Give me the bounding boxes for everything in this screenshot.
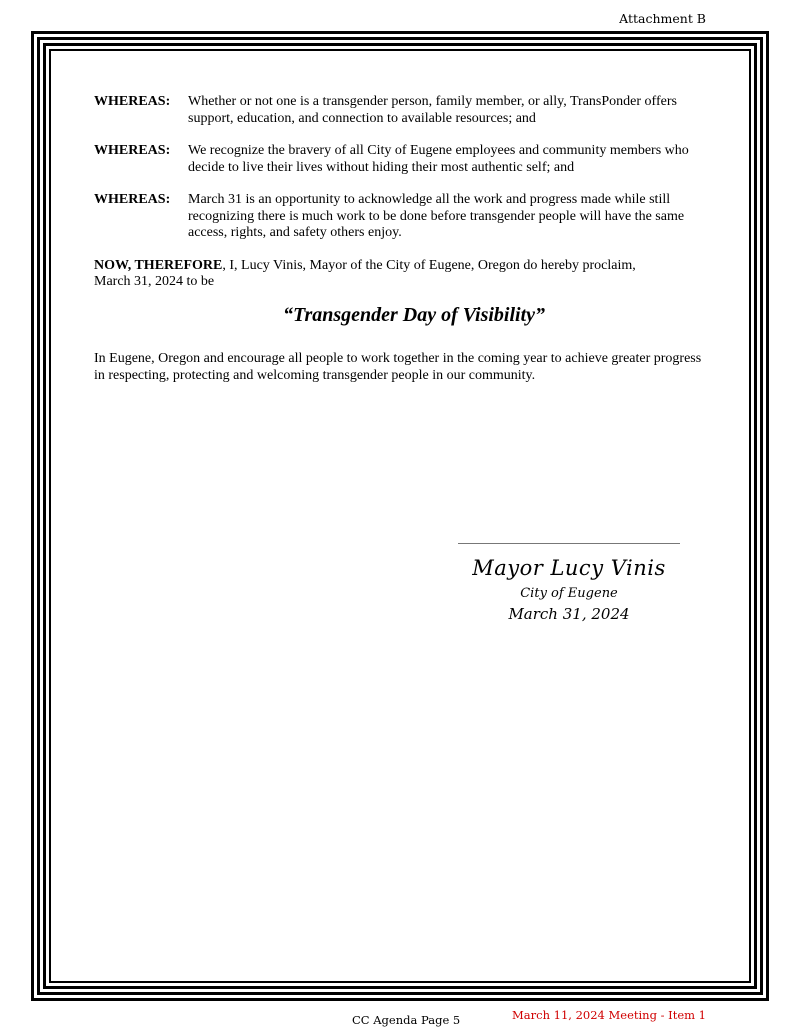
signature-date: March 31, 2024: [508, 605, 630, 623]
now-therefore-lead: NOW, THEREFORE: [94, 257, 223, 273]
signature-line: [458, 543, 680, 544]
whereas-clause: [94, 192, 714, 242]
proclamation-title: “Transgender Day of Visibility”: [282, 303, 546, 326]
signature-city: City of Eugene: [520, 586, 618, 601]
footer-meeting-reference: March 11, 2024 Meeting - Item 1: [512, 1008, 706, 1022]
closing-paragraph: In Eugene, Oregon and encourage all people to work together in the coming year to achieve greater progress in respecting, protecting and welcoming transgender people in our community.: [94, 351, 702, 383]
whereas-clause: [94, 143, 714, 176]
attachment-label: Attachment B: [619, 11, 706, 26]
footer-page-number: CC Agenda Page 5: [352, 1013, 461, 1027]
whereas-text: Whether or not one is a transgender person, family member, or ally, TransPonder offers support, education, and connection to available resources; and: [188, 94, 677, 126]
now-therefore-text: , I, Lucy Vinis, Mayor of the City of Eugene, Oregon do hereby proclaim, March 31, 2024 to be: [94, 257, 636, 289]
whereas-text: We recognize the bravery of all City of Eugene employees and community members who decide to live their lives without hiding their most authentic self; and: [188, 143, 689, 175]
whereas-label: WHEREAS:: [94, 192, 171, 207]
whereas-clause: [94, 94, 714, 127]
whereas-label: WHEREAS:: [94, 94, 171, 109]
signature-name: Mayor Lucy Vinis: [472, 556, 666, 580]
now-therefore-paragraph: [94, 258, 654, 291]
whereas-text: March 31 is an opportunity to acknowledge all the work and progress made while still recognizing there is much work to be done before transgender people will have the same access, rights, and safety others enjoy.: [188, 192, 685, 240]
proclamation-body: [94, 94, 714, 384]
signature-block: [458, 543, 680, 623]
whereas-label: WHEREAS:: [94, 143, 171, 158]
